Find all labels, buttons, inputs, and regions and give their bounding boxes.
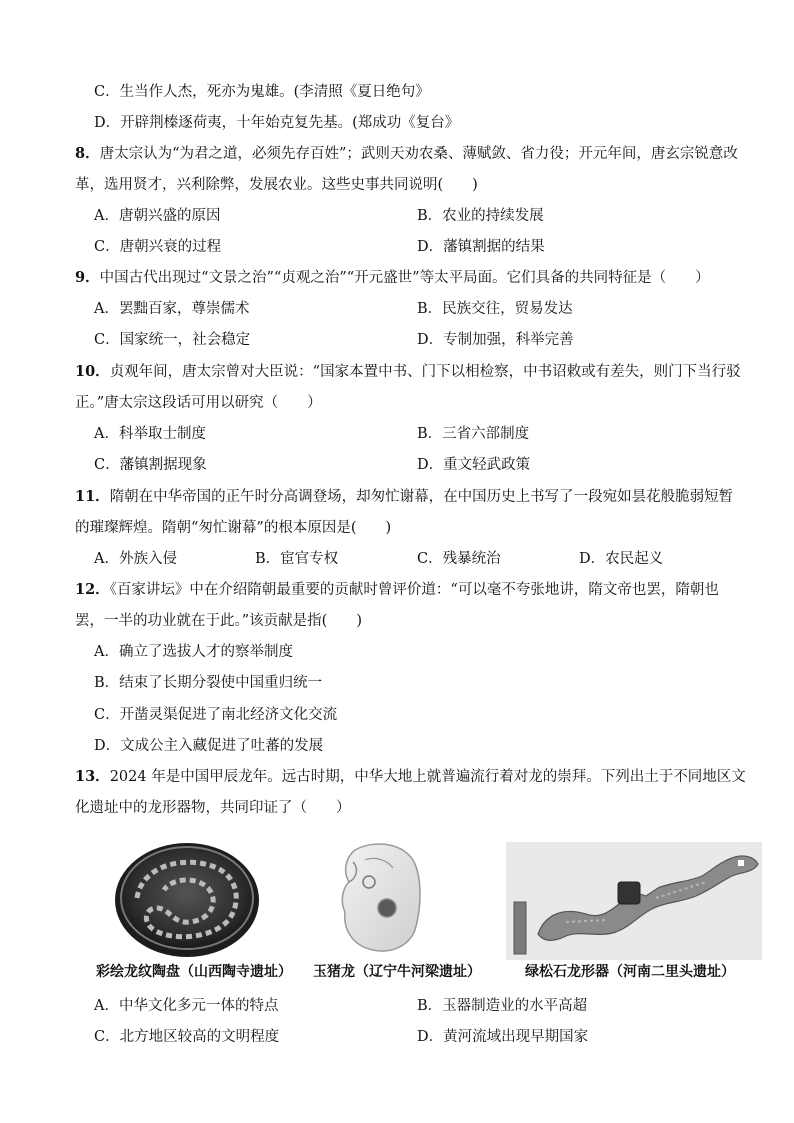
figure-caption-plate: 彩绘龙纹陶盘（山西陶寺遗址） [96,964,292,980]
q7-option-d: D．开辟荆榛逐荷夷，十年始克复先基。(郑成功《复台》 [94,115,460,131]
q8-stem-line2: 革，选用贤才，兴利除弊，发展农业。这些史事共同说明( ) [75,177,478,193]
q10-option-d[interactable]: D．重文轻武政策 [417,457,531,473]
q11-stem-line1 [75,487,733,507]
q10-option-c[interactable]: C．藩镇割据现象 [94,457,207,473]
q10-stem-line2: 正。”唐太宗这段话可用以研究（ ） [75,395,322,411]
q13-option-a[interactable]: A．中华文化多元一体的特点 [94,998,279,1014]
q9-number: 9． [75,269,100,286]
q13-stem-line1 [75,767,746,787]
q9-stem-text: 中国古代出现过“文景之治”“贞观之治”“开元盛世”等太平局面。它们具备的共同特征是（ ） [99,270,710,286]
q11-option-c[interactable]: C．残暴统治 [417,551,501,567]
q11-option-b[interactable]: B．宦官专权 [255,551,339,567]
q7-option-c: C．生当作人杰，死亦为鬼雄。(李清照《夏日绝句》 [94,84,430,100]
painted-dragon-plate-image [112,838,262,958]
q10-stem-line1 [75,362,741,382]
q12-option-c[interactable]: C．开凿灵渠促进了南北经济文化交流 [94,707,338,723]
q9-option-a[interactable]: A．罢黜百家，尊崇儒术 [94,301,250,317]
q12-stem-line1 [75,580,719,600]
q8-number: 8． [75,145,100,162]
q12-number: 12． [75,581,110,598]
q13-stem-text: 2024 年是中国甲辰龙年。远古时期，中华大地上就普遍流行着对龙的崇拜。下列出土于不同地区文 [109,769,746,785]
q11-number: 11． [75,488,110,505]
q10-option-a[interactable]: A．科举取士制度 [94,426,206,442]
q9-stem-line1 [75,268,710,288]
q12-option-d[interactable]: D．文成公主入藏促进了吐蕃的发展 [94,738,324,754]
q8-option-a[interactable]: A．唐朝兴盛的原因 [94,208,221,224]
q13-option-c[interactable]: C．北方地区较高的文明程度 [94,1029,280,1045]
q11-stem-line2: 的璀璨辉煌。隋朝“匆忙谢幕”的根本原因是( ) [75,520,392,536]
q8-option-d[interactable]: D．藩镇割据的结果 [417,239,545,255]
turquoise-dragon-artifact-image [506,842,762,960]
q12-option-b[interactable]: B．结束了长期分裂使中国重归统一 [94,675,323,691]
q8-stem-text: 唐太宗认为“为君之道，必须先存百姓”；武则天劝农桑、薄赋敛、省力役；开元年间，唐玄宗锐意改 [99,146,738,162]
q10-number: 10． [75,363,110,380]
q10-stem-text: 贞观年间，唐太宗曾对大臣说：“国家本置中书、门下以相检察，中书诏敕或有差失，则门下当行驳 [109,364,741,380]
q10-option-b[interactable]: B．三省六部制度 [417,426,530,442]
q13-number: 13． [75,768,110,785]
q12-option-a[interactable]: A．确立了选拔人才的察举制度 [94,644,293,660]
q13-stem-line2: 化遗址中的龙形器物，共同印证了（ ） [75,800,351,816]
q8-option-b[interactable]: B．农业的持续发展 [417,208,544,224]
q12-stem-line2: 罢，一半的功业就在于此。”该贡献是指( ) [75,613,362,629]
q13-option-b[interactable]: B．玉器制造业的水平高超 [417,998,588,1014]
q13-option-d[interactable]: D．黄河流域出现早期国家 [417,1029,589,1045]
q11-option-a[interactable]: A．外族入侵 [94,551,177,567]
q9-option-b[interactable]: B．民族交往，贸易发达 [417,301,573,317]
figure-caption-turquoise: 绿松石龙形器（河南二里头遗址） [525,964,735,980]
jade-pig-dragon-image [335,838,425,956]
q8-option-c[interactable]: C．唐朝兴衰的过程 [94,239,222,255]
q12-stem-text: 《百家讲坛》中在介绍隋朝最重要的贡献时曾评价道：“可以毫不夸张地讲，隋文帝也罢，隋朝也 [109,582,719,598]
q11-option-d[interactable]: D．农民起义 [579,551,664,567]
q8-stem-line1 [75,144,738,164]
figure-caption-jade: 玉猪龙（辽宁牛河梁遗址） [313,964,481,980]
q9-option-d[interactable]: D．专制加强，科举完善 [417,332,574,348]
q9-option-c[interactable]: C．国家统一，社会稳定 [94,332,251,348]
q11-stem-text: 隋朝在中华帝国的正午时分高调登场，却匆忙谢幕，在中国历史上书写了一段宛如昙花般脆弱短暂 [109,489,734,505]
